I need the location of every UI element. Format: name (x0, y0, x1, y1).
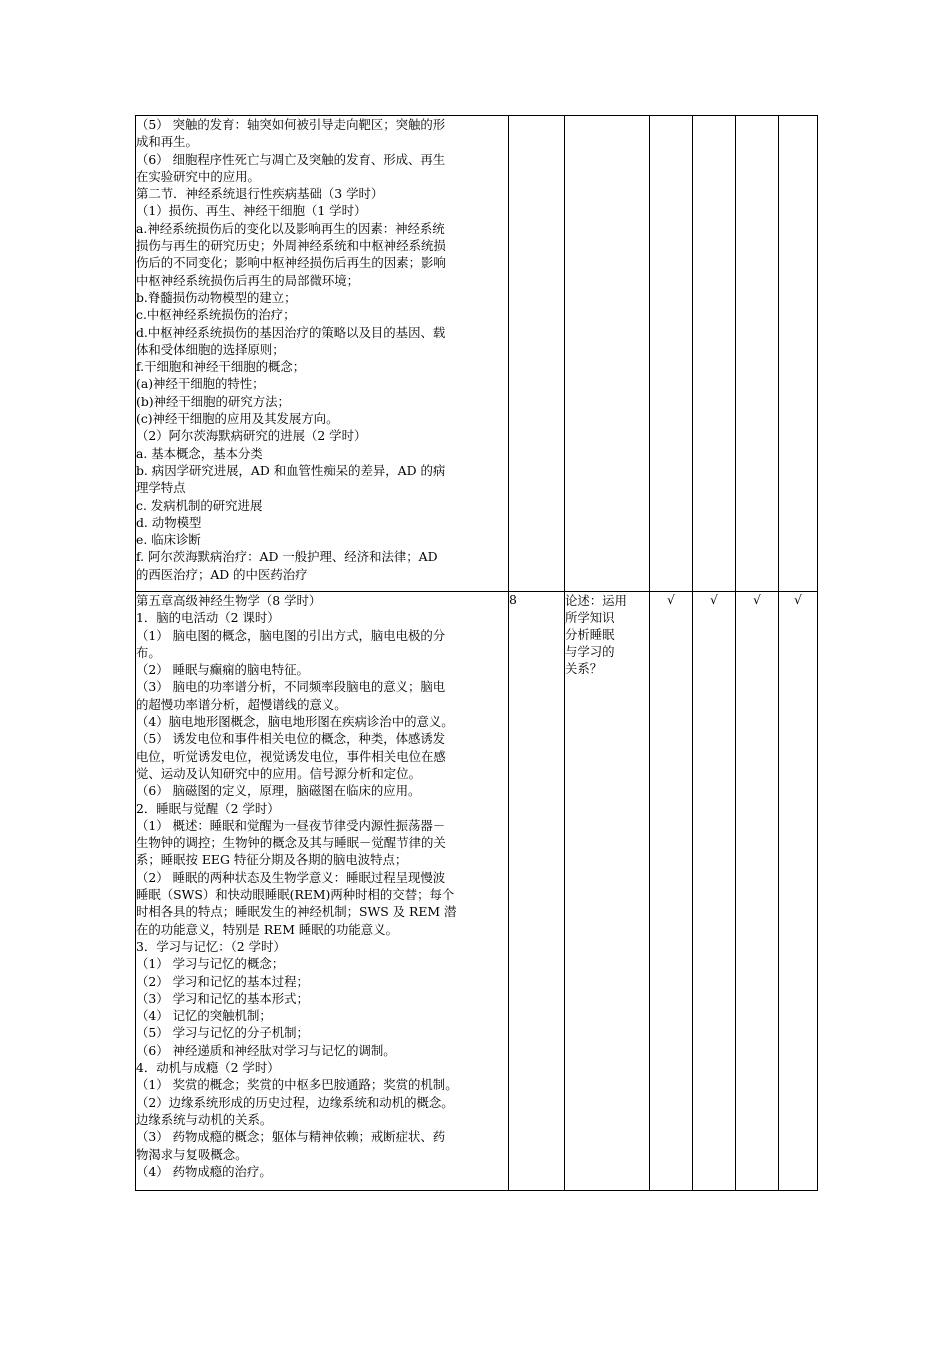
text-line: 觉、运动及认知研究中的应用。信号源分析和定位。 (136, 765, 421, 781)
check-mark: √ (794, 592, 802, 607)
question-cell (565, 592, 650, 1191)
content-lines (136, 116, 508, 583)
check-mark: √ (753, 592, 761, 607)
text-line: 在实验研究中的应用。 (136, 168, 260, 184)
text-line: （1） 学习与记忆的概念； (136, 956, 285, 972)
text-line: 的超慢功率谱分析，超慢谱线的意义。 (136, 696, 347, 712)
content-cell (136, 116, 509, 592)
text-line: 第二节．神经系统退行性疾病基础（3 学时） (136, 186, 384, 202)
text-line: 1．脑的电活动（2 课时） (136, 610, 280, 626)
tick-cell (779, 592, 818, 1191)
text-line: e. 临床诊断 (136, 532, 201, 548)
text-line: （1） 奖赏的概念；奖赏的中枢多巴胺通路；奖赏的机制。 (136, 1077, 458, 1093)
check-mark: √ (667, 592, 675, 607)
text-line: 论述：运用 (565, 593, 627, 608)
text-line: （1） 概述：睡眠和觉醒为一昼夜节律受内源性振荡器－ (136, 817, 446, 833)
text-line: f.干细胞和神经干细胞的概念； (136, 359, 306, 375)
text-line: b. 病因学研究进展，AD 和血管性痴呆的差异，AD 的病 (136, 462, 446, 478)
text-line: a. 基本概念，基本分类 (136, 445, 263, 461)
text-line: 4．动机与成瘾（2 学时） (136, 1060, 280, 1076)
text-line: （2） 学习和记忆的基本过程； (136, 973, 309, 989)
table-row (136, 116, 818, 592)
tick-cell (650, 116, 693, 592)
table-row (136, 592, 818, 1191)
text-line: 3．学习与记忆：（2 学时） (136, 938, 286, 954)
text-line: 布。 (136, 644, 161, 660)
text-line: （3） 药物成瘾的概念；躯体与精神依赖；戒断症状、药 (136, 1129, 446, 1145)
text-line: f. 阿尔茨海默病治疗：AD 一般护理、经济和法律；AD (136, 549, 438, 565)
text-line: （1）损伤、再生、神经干细胞（1 学时） (136, 203, 367, 219)
text-line: （2） 睡眠与癫痫的脑电特征。 (136, 662, 309, 678)
text-line: （6） 神经递质和神经肽对学习与记忆的调制。 (136, 1042, 396, 1058)
tick-cell (736, 116, 779, 592)
tick-cell (650, 592, 693, 1191)
text-line: d.中枢神经系统损伤的基因治疗的策略以及目的基因、载 (136, 324, 446, 340)
text-line: （2）边缘系统形成的历史过程，边缘系统和动机的概念。 (136, 1094, 454, 1110)
text-line: 的西医治疗；AD 的中医药治疗 (136, 566, 308, 582)
text-line: (b)神经干细胞的研究方法； (136, 393, 290, 409)
tick-cell (736, 592, 779, 1191)
text-line: （1） 脑电图的概念，脑电图的引出方式，脑电电极的分 (136, 627, 446, 643)
text-line: c. 发病机制的研究进展 (136, 497, 263, 513)
text-line: 物渴求与复吸概念。 (136, 1146, 248, 1162)
text-line: 2．睡眠与觉醒（2 学时） (136, 800, 280, 816)
question-cell (565, 116, 650, 592)
text-line: b.脊髓损伤动物模型的建立； (136, 289, 297, 305)
text-line: a.神经系统损伤后的变化以及影响再生的因素：神经系统 (136, 220, 445, 236)
text-line: d. 动物模型 (136, 514, 202, 530)
tick-cell (779, 116, 818, 592)
text-line: （4） 药物成瘾的治疗。 (136, 1163, 272, 1179)
text-line: 睡眠（SWS）和快动眼睡眠(REM)两种时相的交替；每个 (136, 887, 455, 903)
text-line: （2）阿尔茨海默病研究的进展（2 学时） (136, 428, 367, 444)
text-line: （4） 记忆的突触机制； (136, 1008, 272, 1024)
text-line: 生物钟的调控；生物钟的概念及其与睡眠－觉醒节律的关 (136, 835, 446, 851)
text-line: 第五章高级神经生物学（8 学时） (136, 593, 322, 608)
text-line: （6） 细胞程序性死亡与凋亡及突触的发育、形成、再生 (136, 151, 446, 167)
text-line: （5） 学习与记忆的分子机制； (136, 1025, 309, 1041)
text-line: (c)神经干细胞的应用及其发展方向。 (136, 411, 339, 427)
text-line: 伤后的不同变化；影响中枢神经损伤后再生的因素；影响 (136, 255, 446, 271)
syllabus-table (135, 115, 818, 1191)
text-line: 电位，听觉诱发电位，视觉诱发电位，事件相关电位在感 (136, 748, 446, 764)
hours-cell (509, 116, 565, 592)
text-line: （5） 突触的发育：轴突如何被引导走向靶区；突触的形 (136, 117, 446, 132)
text-line: （3） 学习和记忆的基本形式； (136, 990, 309, 1006)
text-line: （4）脑电地形图概念，脑电地形图在疾病诊治中的意义。 (136, 714, 454, 730)
text-line: （2） 睡眠的两种状态及生物学意义：睡眠过程呈现慢波 (136, 869, 446, 885)
tick-cell (693, 116, 736, 592)
check-mark: √ (710, 592, 718, 607)
content-lines (136, 592, 508, 1180)
text-line: (a)神经干细胞的特性； (136, 376, 265, 392)
text-line: 时相各具的特点；睡眠发生的神经机制；SWS 及 REM 潜 (136, 904, 457, 920)
text-line: 所学知识 (565, 610, 615, 625)
text-line: （6） 脑磁图的定义，原理，脑磁图在临床的应用。 (136, 783, 421, 799)
text-line: 体和受体细胞的选择原则； (136, 341, 285, 357)
text-line: 成和再生。 (136, 134, 198, 150)
text-line: 系；睡眠按 EEG 特征分期及各期的脑电波特点； (136, 852, 408, 868)
text-line: 中枢神经系统损伤后再生的局部微环境； (136, 272, 360, 288)
hours-cell (509, 592, 565, 1191)
hours-value: 8 (509, 592, 517, 607)
text-line: c.中枢神经系统损伤的治疗； (136, 307, 296, 323)
text-line: 理学特点 (136, 480, 186, 496)
question-text (565, 592, 649, 677)
text-line: 损伤与再生的研究历史；外周神经系统和中枢神经系统损 (136, 238, 446, 254)
text-line: 在的功能意义，特别是 REM 睡眠的功能意义。 (136, 921, 398, 937)
content-cell (136, 592, 509, 1191)
text-line: 与学习的 (565, 644, 615, 659)
tick-cell (693, 592, 736, 1191)
text-line: 边缘系统与动机的关系。 (136, 1111, 273, 1127)
text-line: 分析睡眠 (565, 627, 615, 642)
text-line: （3） 脑电的功率谱分析，不同频率段脑电的意义；脑电 (136, 679, 446, 695)
text-line: （5） 诱发电位和事件相关电位的概念，种类，体感诱发 (136, 731, 446, 747)
text-line: 关系？ (565, 661, 603, 676)
